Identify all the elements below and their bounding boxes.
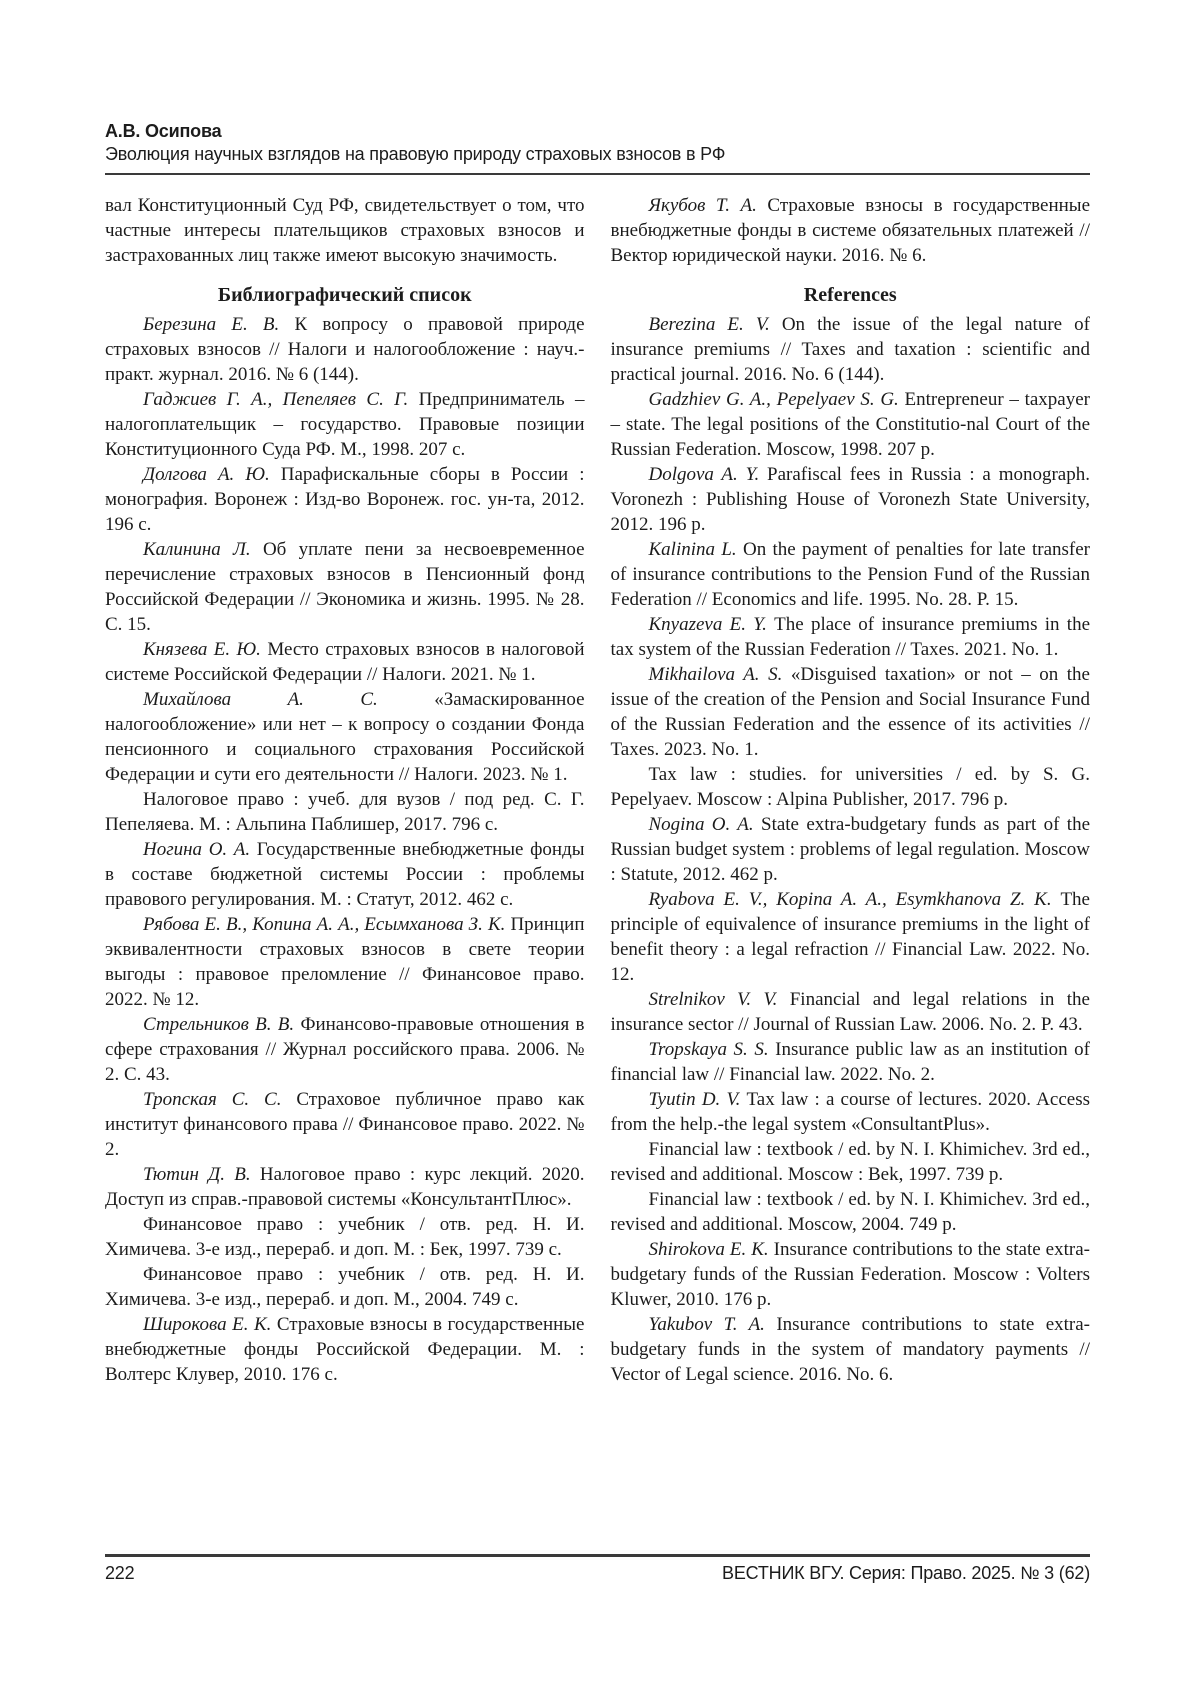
entry-authors: Kalinina L. <box>648 539 743 560</box>
entry-authors: Tropskaya S. S. <box>648 1039 776 1060</box>
references-heading: References <box>803 284 897 306</box>
entry-text: Об уплате пени за несвоевременное перечисление страховых взносов в Пенсионный фонд Российской Федерации // Экономика и жизнь. 1995. № 28. С. 15. <box>105 539 585 635</box>
reference-entry <box>105 387 585 462</box>
entry-authors: Berezina E. V. <box>648 314 782 335</box>
entry-text: On the payment of penalties for late transfer of insurance contributions to the Pension Fund of the Russian Federation // Economics and life. 1995. No. 28. P. 15. <box>610 539 1091 610</box>
entry-text: The place of insurance premiums in the tax system of the Russian Federation // Taxes. 2021. No. 1. <box>610 614 1090 660</box>
entry-authors: Широкова Е. К. <box>143 1314 277 1335</box>
reference-entry <box>611 1312 1091 1387</box>
entry-text: Financial law : textbook / ed. by N. I. Khimichev. 3rd ed., revised and additional. Moscow : Bek, 1997. 739 p. <box>610 1139 1090 1185</box>
entry-authors: Долгова А. Ю. <box>143 464 281 485</box>
entry-text: Tax law : a course of lectures. 2020. Access from the help.-the legal system «ConsultantPlus». <box>610 1089 1090 1135</box>
entry-text: Финансовое право : учебник / отв. ред. Н. И. Химичева. 3-е изд., перераб. и доп. М. : Бек, 1997. 739 с. <box>105 1214 585 1260</box>
reference-entry <box>105 687 585 787</box>
reference-entry <box>611 887 1091 987</box>
entry-authors: Якубов Т. А. <box>648 195 768 216</box>
entry-authors: Ryabova E. V., Kopina A. A., Esymkhanova Z. K. <box>648 889 1061 910</box>
reference-entry <box>105 1087 585 1162</box>
entry-authors: Knyazeva E. Y. <box>648 614 775 635</box>
reference-entry <box>105 1162 585 1212</box>
reference-entry <box>611 1137 1091 1187</box>
reference-entry <box>611 1037 1091 1087</box>
bibliography-list-continued <box>611 193 1091 268</box>
entry-authors: Калинина Л. <box>143 539 263 560</box>
entry-text: Insurance contributions to the state extra-budgetary funds of the Russian Federation. Moscow : Volters Kluwer, 2010. 176 p. <box>610 1239 1090 1310</box>
page-footer <box>105 1554 1090 1584</box>
entry-text: Место страховых взносов в налоговой системе Российской Федерации // Налоги. 2021. № 1. <box>105 639 585 685</box>
reference-entry <box>611 193 1091 268</box>
reference-entry <box>611 387 1091 462</box>
entry-text: On the issue of the legal nature of insurance premiums // Taxes and taxation : scientific and practical journal. 2016. No. 6 (144). <box>610 314 1090 385</box>
reference-entry <box>105 787 585 837</box>
entry-authors: Yakubov T. A. <box>648 1314 777 1335</box>
entry-text: State extra-budgetary funds as part of the Russian budget system : problems of legal regulation. Moscow : Statute, 2012. 462 p. <box>610 814 1091 885</box>
entry-authors: Gadzhiev G. A., Pepelyaev S. G. <box>648 389 905 410</box>
entry-authors: Стрельников В. В. <box>143 1014 301 1035</box>
entry-text: Страховое публичное право как институт финансового права // Финансовое право. 2022. № 2. <box>105 1089 585 1160</box>
entry-authors: Рябова Е. В., Копина А. А., Есымханова З. К. <box>143 914 511 935</box>
entry-authors: Strelnikov V. V. <box>648 989 790 1010</box>
reference-entry <box>611 1237 1091 1312</box>
entry-text: Финансово-правовые отношения в сфере страхования // Журнал российского права. 2006. № 2. С. 43. <box>105 1014 585 1085</box>
entry-authors: Dolgova A. Y. <box>648 464 768 485</box>
reference-entry <box>105 312 585 387</box>
right-column <box>611 193 1091 1387</box>
reference-entry <box>611 612 1091 662</box>
reference-entry <box>105 1212 585 1262</box>
reference-entry <box>105 912 585 1012</box>
entry-text: Налоговое право : учеб. для вузов / под ред. С. Г. Пепеляева. М. : Альпина Паблишер, 2017. 796 с. <box>105 789 585 835</box>
entry-text: Страховые взносы в государственные внебюджетные фонды Российской Федерации. М. : Волтерс Клувер, 2010. 176 с. <box>105 1314 585 1385</box>
reference-entry <box>611 312 1091 387</box>
two-column-body <box>105 193 1090 1387</box>
intro-paragraph: вал Конституционный Суд РФ, свидетельствует о том, что частные интересы плательщиков страховых взносов и застрахованных лиц также имеют высокую значимость. <box>105 195 585 266</box>
reference-entry <box>611 662 1091 762</box>
running-header-title: Эволюция научных взглядов на правовую природу страховых взносов в РФ <box>105 144 726 164</box>
entry-text: Financial and legal relations in the insurance sector // Journal of Russian Law. 2006. No. 2. P. 43. <box>610 989 1090 1035</box>
bibliography-list <box>105 312 585 1387</box>
bibliography-heading: Библиографический список <box>217 284 472 306</box>
entry-text: Налоговое право : курс лекций. 2020. Доступ из справ.-правовой системы «КонсультантПлюс». <box>105 1164 585 1210</box>
entry-authors: Березина Е. В. <box>143 314 295 335</box>
reference-entry <box>611 537 1091 612</box>
entry-text: Парафискальные сборы в России : монография. Воронеж : Изд-во Воронеж. гос. ун-та, 2012. 196 с. <box>105 464 585 535</box>
entry-text: Государственные внебюджетные фонды в составе бюджетной системы России : проблемы правового регулирования. М. : Статут, 2012. 462 с. <box>105 839 585 910</box>
journal-info: ВЕСТНИК ВГУ. Серия: Право. 2025. № 3 (62) <box>722 1563 1090 1583</box>
reference-entry <box>105 1012 585 1087</box>
entry-text: Insurance contributions to state extra-budgetary funds in the system of mandatory payments // Vector of Legal science. 2016. No. 6. <box>610 1314 1090 1385</box>
running-header-author: А.В. Осипова <box>105 121 222 141</box>
reference-entry <box>105 837 585 912</box>
entry-text: Предприниматель – налогоплательщик – государство. Правовые позиции Конституционного Суда РФ. М., 1998. 207 с. <box>105 389 585 460</box>
entry-text: Entrepreneur – taxpayer – state. The legal positions of the Constitutio-nal Court of the Russian Federation. Moscow, 1998. 207 p. <box>610 389 1091 460</box>
entry-authors: Тропская С. С. <box>143 1089 297 1110</box>
reference-entry <box>611 987 1091 1037</box>
references-list <box>611 312 1091 1387</box>
reference-entry <box>611 462 1091 537</box>
entry-text: Финансовое право : учебник / отв. ред. Н. И. Химичева. 3-е изд., перераб. и доп. М., 2004. 749 с. <box>105 1264 585 1310</box>
entry-text: The principle of equivalence of insurance premiums in the light of benefit theory : a legal refraction // Financial Law. 2022. No. 12. <box>610 889 1090 985</box>
page-number: 222 <box>105 1563 135 1583</box>
entry-text: Parafiscal fees in Russia : a monograph. Voronezh : Publishing House of Voronezh State University, 2012. 196 p. <box>610 464 1090 535</box>
reference-entry <box>105 537 585 637</box>
entry-text: Financial law : textbook / ed. by N. I. Khimichev. 3rd ed., revised and additional. Moscow, 2004. 749 p. <box>610 1189 1090 1235</box>
entry-text: «Disguised taxation» or not – on the issue of the creation of the Pension and Social Insurance Fund of the Russian Federation and the essence of its activities // Taxes. 2023. No. 1. <box>610 664 1090 760</box>
entry-text: Tax law : studies. for universities / ed. by S. G. Pepelyaev. Moscow : Alpina Publisher, 2017. 796 p. <box>610 764 1090 810</box>
reference-entry <box>611 762 1091 812</box>
reference-entry <box>105 1312 585 1387</box>
entry-text: Страховые взносы в государственные внебюджетные фонды в системе обязательных платежей // Вектор юридической науки. 2016. № 6. <box>610 195 1090 266</box>
entry-text: «Замаскированное налогообложение» или нет – к вопросу о создании Фонда пенсионного и социального страхования Российской Федерации и сути его деятельности // Налоги. 2023. № 1. <box>105 689 585 785</box>
entry-authors: Гаджиев Г. А., Пепеляев С. Г. <box>143 389 419 410</box>
running-header <box>105 120 1090 175</box>
reference-entry <box>105 1262 585 1312</box>
entry-text: Принцип эквивалентности страховых взносов в свете теории выгоды : правовое преломление // Финансовое право. 2022. № 12. <box>105 914 585 1010</box>
entry-authors: Shirokova E. K. <box>648 1239 774 1260</box>
entry-authors: Mikhailova A. S. <box>648 664 791 685</box>
reference-entry <box>611 1187 1091 1237</box>
entry-text: К вопросу о правовой природе страховых взносов // Налоги и налогообложение : науч.-практ. журнал. 2016. № 6 (144). <box>105 314 585 385</box>
entry-authors: Михайлова А. С. <box>143 689 435 710</box>
reference-entry <box>611 1087 1091 1137</box>
entry-authors: Ногина О. А. <box>143 839 257 860</box>
reference-entry <box>105 637 585 687</box>
entry-text: Insurance public law as an institution of financial law // Financial law. 2022. No. 2. <box>610 1039 1090 1085</box>
entry-authors: Tyutin D. V. <box>648 1089 747 1110</box>
page-content <box>105 120 1090 1387</box>
entry-authors: Nogina O. A. <box>648 814 761 835</box>
reference-entry <box>611 812 1091 887</box>
entry-authors: Тютин Д. В. <box>143 1164 260 1185</box>
reference-entry <box>105 462 585 537</box>
left-column <box>105 193 585 1387</box>
entry-authors: Князева Е. Ю. <box>143 639 268 660</box>
